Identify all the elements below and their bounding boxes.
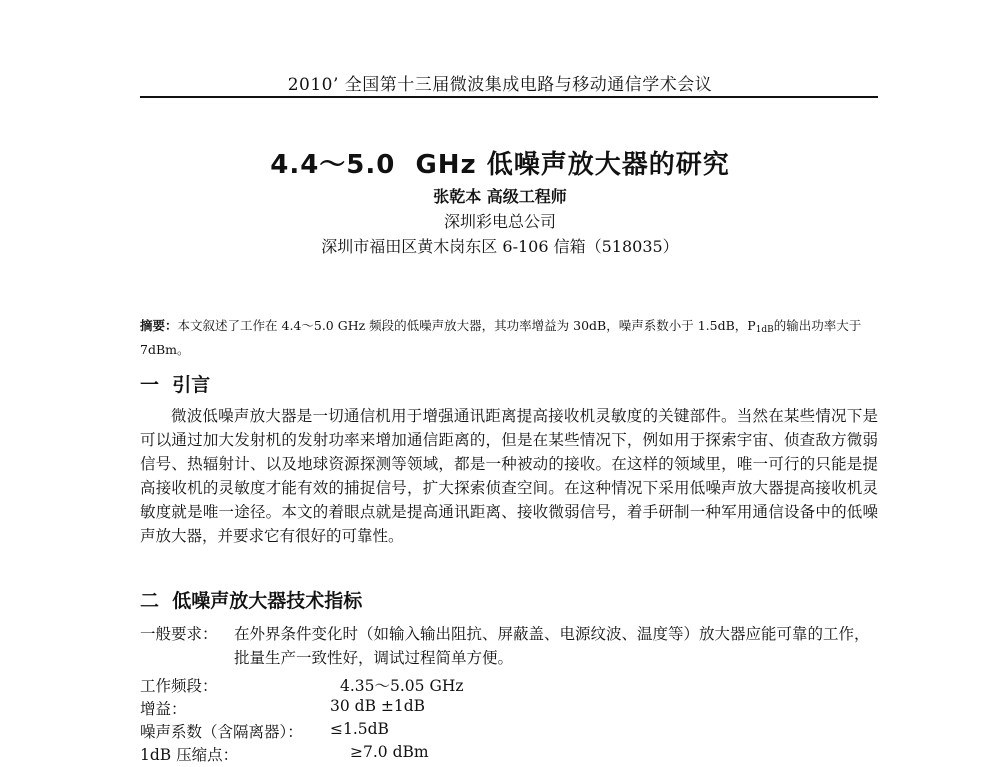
spec-value: 30 dB ±1dB — [330, 697, 426, 715]
header-rule — [140, 96, 878, 98]
organization-line: 深圳彩电总公司 — [443, 212, 556, 231]
author-line: 张乾本 高级工程师 — [433, 187, 567, 206]
general-requirement — [140, 622, 878, 670]
spec-key: 1dB 压缩点： — [140, 746, 239, 764]
spec-value: ≥7.0 dBm — [350, 743, 429, 761]
running-header: 2010’ 全国第十三届微波集成电路与移动通信学术会议 — [287, 75, 713, 95]
abstract — [140, 316, 878, 360]
abstract-text: 本文叙述了工作在 4.4～5.0 GHz 频段的低噪声放大器，其功率增益为 30dB，噪声系数小于 1.5dB，P — [177, 318, 756, 333]
spec-value: 4.35～5.05 GHz — [340, 677, 464, 695]
section-heading-specifications: 二 低噪声放大器技术指标 — [140, 590, 363, 612]
requirement-text: 在外界条件变化时（如输入输出阻抗、屏蔽盖、电源纹波、温度等）放大器应能可靠的工作，批量生产一致性好，调试过程简单方便。 — [234, 625, 870, 667]
spec-value: ≤1.5dB — [330, 720, 389, 738]
abstract-text-end: 的输出功率大于 7dBm。 — [140, 318, 862, 357]
spec-key: 增益： — [140, 700, 187, 718]
introduction-paragraph: 微波低噪声放大器是一切通信机用于增强通讯距离提高接收机灵敏度的关键部件。当然在某些情况下是可以通过加大发射机的发射功率来增加通信距离的，但是在某些情况下，例如用于探索宇宙、侦查敌方微弱信号、热辐射计、以及地球资源探测等领域，都是一种被动的接收。在这样的领域里，唯一可行的只能是提高接收机的灵敏度才能有效的捕捉信号，扩大探索侦查空间。在这种情况下采用低噪声放大器提高接收机灵敏度就是唯一途径。本文的着眼点就是提高通讯距离、接收微弱信号，着手研制一种军用通信设备中的低噪声放大器，并要求它有很好的可靠性。 — [140, 407, 878, 545]
section-heading-introduction: 一 引言 — [140, 374, 211, 396]
requirement-label: 一般要求： — [140, 625, 218, 643]
abstract-label: 摘要： — [140, 318, 178, 333]
spec-key: 工作频段： — [140, 677, 218, 695]
paper-title: 4.4～5.0 GHz 低噪声放大器的研究 — [270, 150, 730, 180]
address-line: 深圳市福田区黄木岗东区 6-106 信箱（518035） — [321, 237, 679, 256]
abstract-subscript: 1dB — [755, 325, 774, 335]
spec-key: 噪声系数（含隔离器）： — [140, 723, 303, 741]
